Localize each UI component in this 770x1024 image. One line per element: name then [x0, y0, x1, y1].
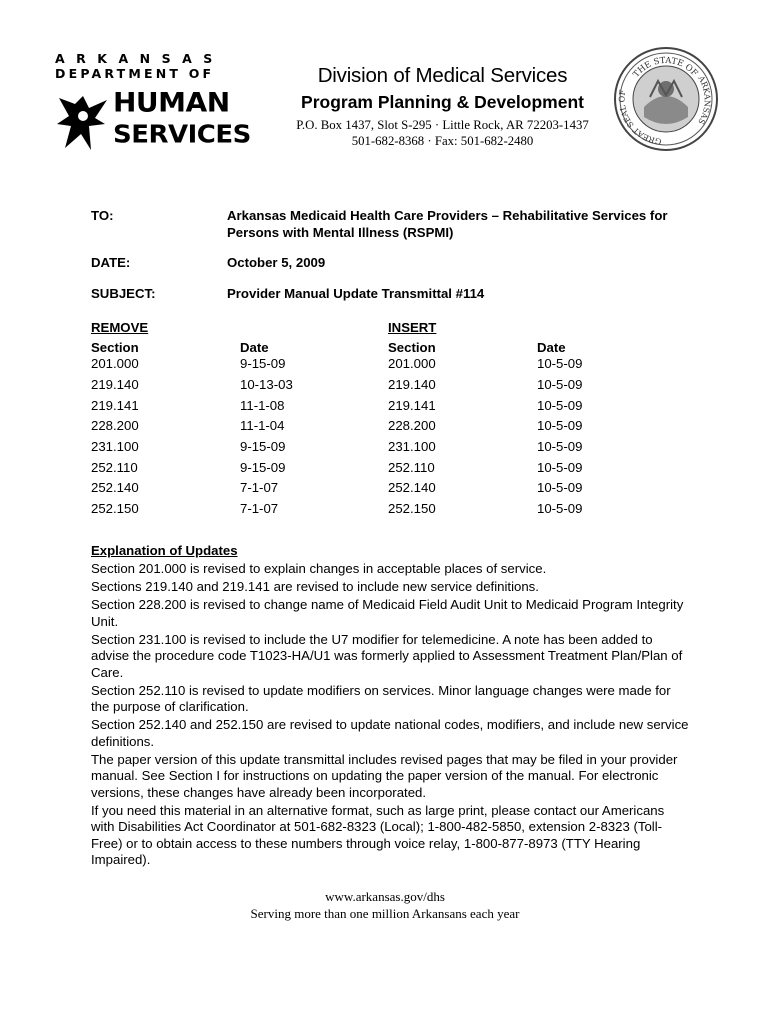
subject-value: Provider Manual Update Transmittal #114	[227, 286, 485, 301]
footer-tagline: Serving more than one million Arkansans each year	[250, 906, 520, 921]
mailing-address: P.O. Box 1437, Slot S-295 · Little Rock, AR 72203-1437	[296, 118, 589, 132]
remove-heading: REMOVE	[91, 320, 149, 335]
remove-section-cell: 252.110	[91, 460, 138, 475]
remove-section-cell: 219.140	[91, 377, 139, 392]
insert-date-cell: 10-5-09	[537, 480, 583, 495]
date-label: DATE:	[91, 255, 131, 270]
remove-date-cell: 11-1-08	[240, 398, 285, 413]
insert-date-cell: 10-5-09	[537, 460, 583, 475]
remove-date-header: Date	[240, 340, 269, 355]
explanation-paragraph: Section 252.110 is revised to update modifiers on services. Minor language changes were made for the purpose of clarification.	[91, 682, 671, 714]
remove-section-header: Section	[91, 340, 139, 355]
seal-left-text: GREAT SEAL OF	[617, 89, 663, 146]
remove-section-cell: 219.141	[91, 398, 139, 413]
insert-section-cell: 252.140	[388, 480, 436, 495]
footer-url[interactable]: www.arkansas.gov/dhs	[325, 889, 445, 904]
division-title: Division of Medical Services	[317, 64, 568, 87]
remove-date-cell: 9-15-09	[240, 439, 286, 454]
insert-section-cell: 231.100	[388, 439, 436, 454]
explanation-paragraph: Section 228.200 is revised to change name of Medicaid Field Audit Unit to Medicaid Program Integrity Unit.	[91, 597, 684, 629]
remove-date-cell: 9-15-09	[240, 356, 286, 371]
insert-section-cell: 219.140	[388, 377, 436, 392]
dhs-figure-icon	[55, 94, 111, 152]
insert-section-cell: 252.150	[388, 501, 436, 516]
remove-section-cell: 252.150	[91, 501, 139, 516]
insert-section-cell: 252.110	[388, 460, 435, 475]
remove-section-cell: 231.100	[91, 439, 139, 454]
explanation-paragraph: Sections 219.140 and 219.141 are revised to include new service definitions.	[91, 579, 539, 594]
to-label: TO:	[91, 208, 114, 223]
explanation-section	[91, 543, 691, 870]
to-value: Arkansas Medicaid Health Care Providers – Rehabilitative Services for Persons with Mental Illness (RSPMI)	[227, 208, 668, 240]
remove-date-cell: 7-1-07	[240, 501, 279, 516]
remove-date-cell: 7-1-07	[240, 480, 279, 495]
state-seal-icon	[612, 45, 720, 153]
insert-section-cell: 201.000	[388, 356, 436, 371]
explanation-paragraph: If you need this material in an alternative format, such as large print, please contact our Americans with Disabilities Act Coordinator at 501-682-8323 (Local); 1-800-482-5850, extension 2-8323 (Toll-Free) or to obtain access to these numbers through voice relay, 1-800-877-8973 (TTY Hearing Impaired).	[91, 802, 665, 867]
explanation-paragraph: Section 252.140 and 252.150 are revised to update national codes, modifiers, and include new service definitions.	[91, 717, 689, 749]
insert-section-cell: 228.200	[388, 418, 436, 433]
program-subtitle: Program Planning & Development	[301, 92, 584, 112]
remove-date-cell: 11-1-04	[240, 418, 285, 433]
explanation-paragraph: Section 201.000 is revised to explain changes in acceptable places of service.	[91, 561, 547, 576]
date-value: October 5, 2009	[227, 255, 326, 270]
phone-fax: 501-682-8368 · Fax: 501-682-2480	[351, 134, 534, 148]
insert-section-header: Section	[388, 340, 436, 355]
explanation-paragraph: Section 231.100 is revised to include the U7 modifier for telemedicine. A note has been added to advise the procedure code T1023-HA/U1 was formerly applied to Assessment Treatment Plan/Plan of Care.	[91, 631, 683, 680]
insert-date-cell: 10-5-09	[537, 439, 583, 454]
subject-label: SUBJECT:	[91, 286, 156, 301]
dhs-logo	[55, 52, 255, 152]
explanation-title: Explanation of Updates	[91, 543, 238, 558]
logo-line-human: HUMAN	[113, 86, 230, 119]
insert-date-cell: 10-5-09	[537, 501, 583, 516]
logo-line-services: SERVICES	[113, 120, 251, 150]
explanation-paragraph: The paper version of this update transmittal includes revised pages that may be filed in your provider manual. See Section I for instructions on updating the paper version of the manual. For electronic versions, these changes have already been incorporated.	[91, 751, 678, 800]
logo-line-department: DEPARTMENT OF	[55, 66, 215, 81]
seal-top-text: THE STATE OF	[631, 55, 700, 80]
remove-date-cell: 10-13-03	[240, 377, 293, 392]
insert-date-cell: 10-5-09	[537, 398, 583, 413]
insert-heading: INSERT	[388, 320, 437, 335]
insert-section-cell: 219.141	[388, 398, 436, 413]
remove-section-cell: 201.000	[91, 356, 139, 371]
insert-date-cell: 10-5-09	[537, 377, 583, 392]
insert-date-header: Date	[537, 340, 566, 355]
remove-section-cell: 228.200	[91, 418, 139, 433]
insert-date-cell: 10-5-09	[537, 418, 583, 433]
logo-line-arkansas: ARKANSAS	[55, 51, 224, 66]
remove-date-cell: 9-15-09	[240, 460, 286, 475]
insert-date-cell: 10-5-09	[537, 356, 583, 371]
seal-side-text: ARKANSAS	[696, 74, 712, 126]
remove-section-cell: 252.140	[91, 480, 139, 495]
